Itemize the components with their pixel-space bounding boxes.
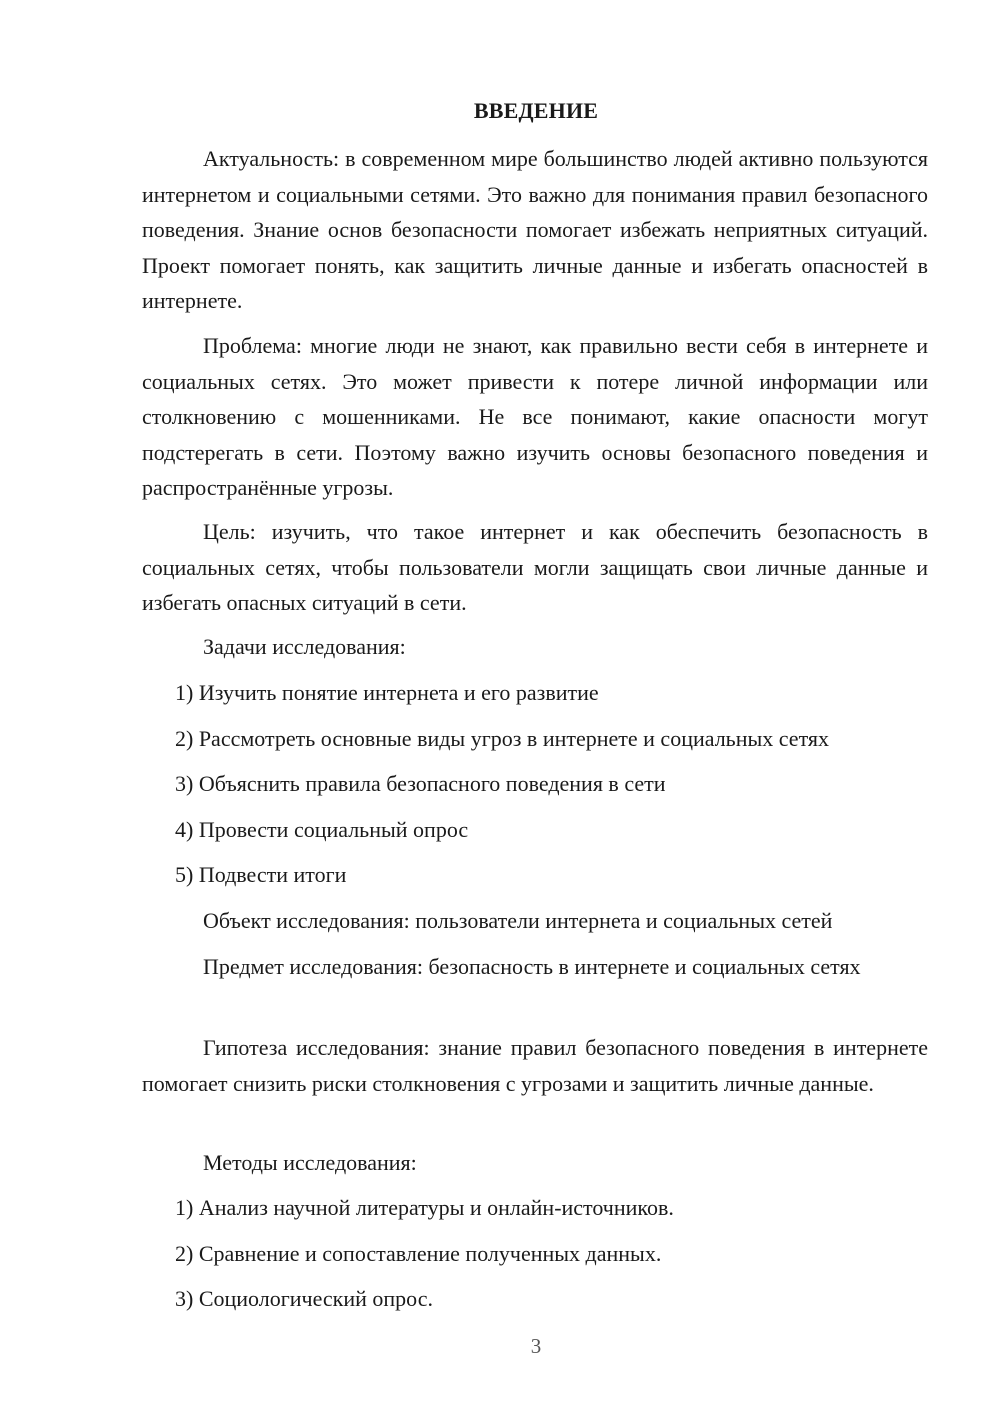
paragraph-subject: Предмет исследования: безопасность в интернете и социальных сетях bbox=[203, 954, 861, 979]
paragraph-goal: Цель: изучить, что такое интернет и как обеспечить безопасность в социальных сетях, чтобы пользователи могли защищать свои личные данные и избегать опасных ситуаций в сети. bbox=[142, 519, 928, 615]
page-number: 3 bbox=[530, 1334, 542, 1358]
methods-title: Методы исследования: bbox=[203, 1150, 417, 1175]
method-item: 1) Анализ научной литературы и онлайн-источников. bbox=[175, 1195, 674, 1220]
method-item: 2) Сравнение и сопоставление полученных данных. bbox=[175, 1241, 662, 1266]
tasks-title: Задачи исследования: bbox=[203, 634, 406, 659]
paragraph-problem: Проблема: многие люди не знают, как правильно вести себя в интернете и социальных сетях. Это может привести к потере личной информации или столкновению с мошенниками. Не все понимают, какие опасности могут подстерегать в сети. Поэтому важно изучить основы безопасного поведения и распространённые угрозы. bbox=[142, 333, 928, 500]
task-item: 1) Изучить понятие интернета и его развитие bbox=[175, 680, 599, 705]
paragraph-actuality: Актуальность: в современном мире большинство людей активно пользуются интернетом и социальными сетями. Это важно для понимания правил безопасного поведения. Знание основ безопасности помогает избежать неприятных ситуаций. Проект помогает понять, как защитить личные данные и избегать опасностей в интернете. bbox=[142, 146, 928, 313]
task-item: 4) Провести социальный опрос bbox=[175, 817, 469, 842]
paragraph-hypothesis: Гипотеза исследования: знание правил безопасного поведения в интернете помогает снизить риски столкновения с угрозами и защитить личные данные. bbox=[142, 1035, 928, 1096]
task-item: 5) Подвести итоги bbox=[175, 862, 347, 887]
page-title: ВВЕДЕНИЕ bbox=[473, 98, 599, 123]
method-item: 3) Социологический опрос. bbox=[175, 1286, 433, 1311]
task-item: 3) Объяснить правила безопасного поведения в сети bbox=[175, 771, 666, 796]
task-item: 2) Рассмотреть основные виды угроз в интернете и социальных сетях bbox=[175, 726, 830, 751]
research-object: Объект исследования: пользователи интернета и социальных сетей bbox=[203, 908, 833, 933]
